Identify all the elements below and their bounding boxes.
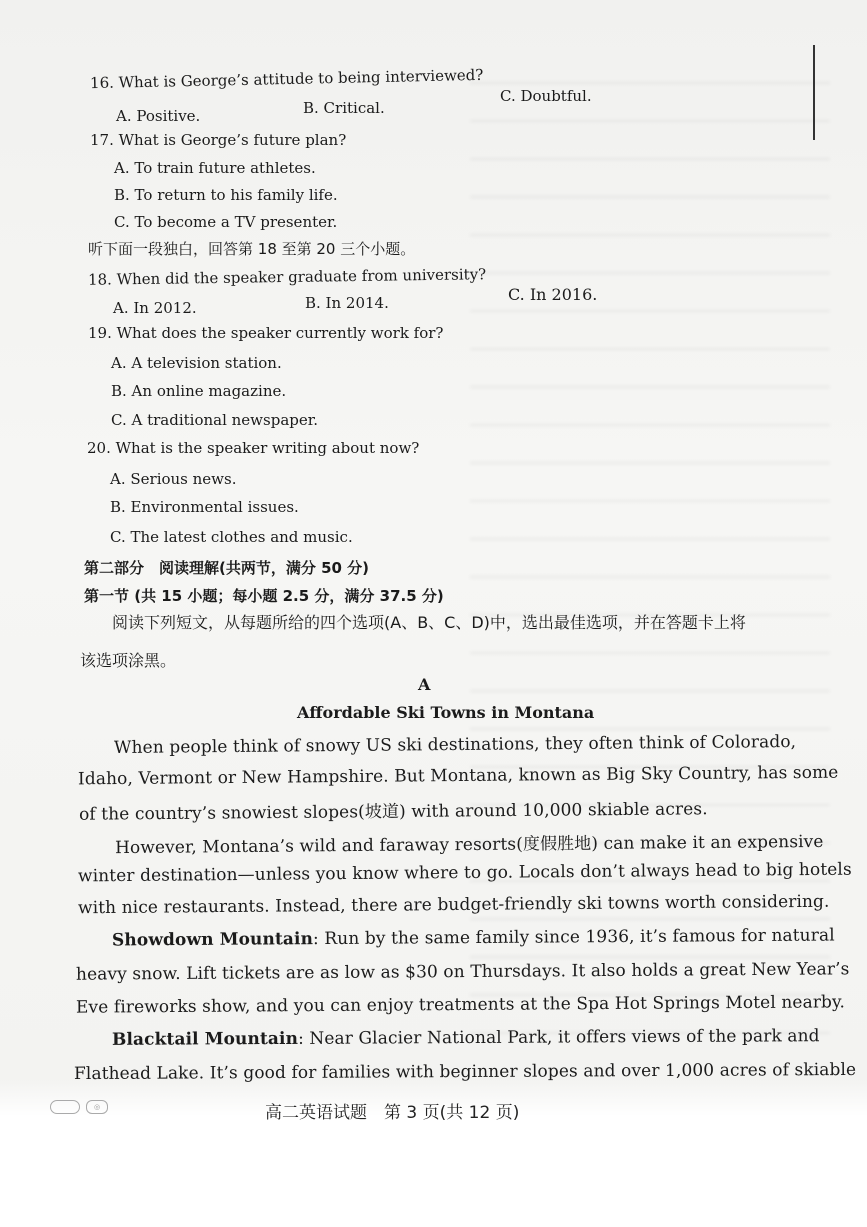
camera-badge-icon: ◎: [86, 1100, 108, 1114]
part2-heading: 第二部分 阅读理解(共两节，满分 50 分): [84, 559, 370, 577]
passage-p4-line1-text: : Near Glacier National Park, it offers views of the park and: [297, 1026, 820, 1049]
question-16-option-b: B. Critical.: [303, 99, 385, 117]
showdown-mountain-label: Showdown Mountain: [111, 929, 314, 951]
reading-instruction-line2: 该选项涂黑。: [80, 651, 177, 670]
page-footer: 高二英语试题 第 3 页(共 12 页): [265, 1103, 520, 1123]
monologue-instruction: 听下面一段独白，回答第 18 至第 20 三个小题。: [88, 240, 416, 258]
passage-p2-line2: winter destination—unless you know where to go. Locals don’t always head to big hotels: [77, 859, 852, 887]
page-edge-line: [813, 45, 815, 140]
blacktail-mountain-label: Blacktail Mountain: [111, 1028, 299, 1050]
passage-p3-line1: [112, 925, 835, 950]
camera-overlay: [50, 1100, 108, 1114]
passage-p3-line3: Eve fireworks show, and you can enjoy treatments at the Spa Hot Springs Motel nearby.: [75, 992, 846, 1018]
question-19-stem: 19. What does the speaker currently work for?: [88, 324, 444, 342]
question-17-option-b: B. To return to his family life.: [114, 186, 338, 204]
passage-p4-line2: Flathead Lake. It’s good for families with beginner slopes and over 1,000 acres of skiable: [73, 1059, 857, 1085]
question-16-stem: 16. What is George’s attitude to being interviewed?: [89, 65, 484, 93]
passage-p4-line1: [112, 1026, 820, 1050]
question-17-option-a: A. To train future athletes.: [114, 159, 316, 177]
question-20-option-c: C. The latest clothes and music.: [110, 528, 353, 546]
passage-letter: A: [418, 675, 431, 694]
passage-p3-line2: heavy snow. Lift tickets are as low as $30 on Thursdays. It also holds a great New Year’s: [75, 959, 850, 985]
question-19-option-b: B. An online magazine.: [111, 382, 287, 400]
section1-heading: 第一节 (共 15 小题；每小题 2.5 分，满分 37.5 分): [84, 587, 444, 605]
question-20-stem: 20. What is the speaker writing about now?: [87, 439, 420, 457]
question-17-option-c: C. To become a TV presenter.: [114, 213, 338, 231]
question-18-option-c: C. In 2016.: [508, 285, 598, 304]
passage-p2-line3: with nice restaurants. Instead, there are budget-friendly ski towns worth considering.: [77, 891, 830, 919]
question-20-option-a: A. Serious news.: [110, 470, 237, 488]
reading-instruction-line1: 阅读下列短文，从每题所给的四个选项(A、B、C、D)中，选出最佳选项，并在答题卡上将: [112, 613, 746, 632]
passage-p2-line1: However, Montana’s wild and faraway resorts(度假胜地) can make it an expensive: [114, 831, 824, 859]
passage-p1-line3: of the country’s snowiest slopes(坡道) with around 10,000 skiable acres.: [78, 799, 708, 825]
passage-p1-line2: Idaho, Vermont or New Hampshire. But Montana, known as Big Sky Country, has some: [77, 762, 839, 790]
question-19-option-c: C. A traditional newspaper.: [111, 411, 319, 429]
question-20-option-b: B. Environmental issues.: [110, 498, 299, 516]
question-17-stem: 17. What is George’s future plan?: [90, 131, 347, 149]
question-16-option-c: C. Doubtful.: [500, 87, 592, 105]
question-18-option-b: B. In 2014.: [305, 294, 389, 312]
passage-p3-line1-text: : Run by the same family since 1936, it’s famous for natural: [312, 925, 835, 950]
passage-title: Affordable Ski Towns in Montana: [297, 703, 595, 722]
passage-p1-line1: When people think of snowy US ski destinations, they often think of Colorado,: [113, 732, 797, 758]
question-16-option-a: A. Positive.: [116, 107, 201, 125]
question-18-stem: 18. When did the speaker graduate from university?: [87, 265, 487, 289]
camera-mode-icon: [50, 1100, 80, 1114]
question-19-option-a: A. A television station.: [111, 354, 282, 372]
question-18-option-a: A. In 2012.: [113, 299, 197, 317]
